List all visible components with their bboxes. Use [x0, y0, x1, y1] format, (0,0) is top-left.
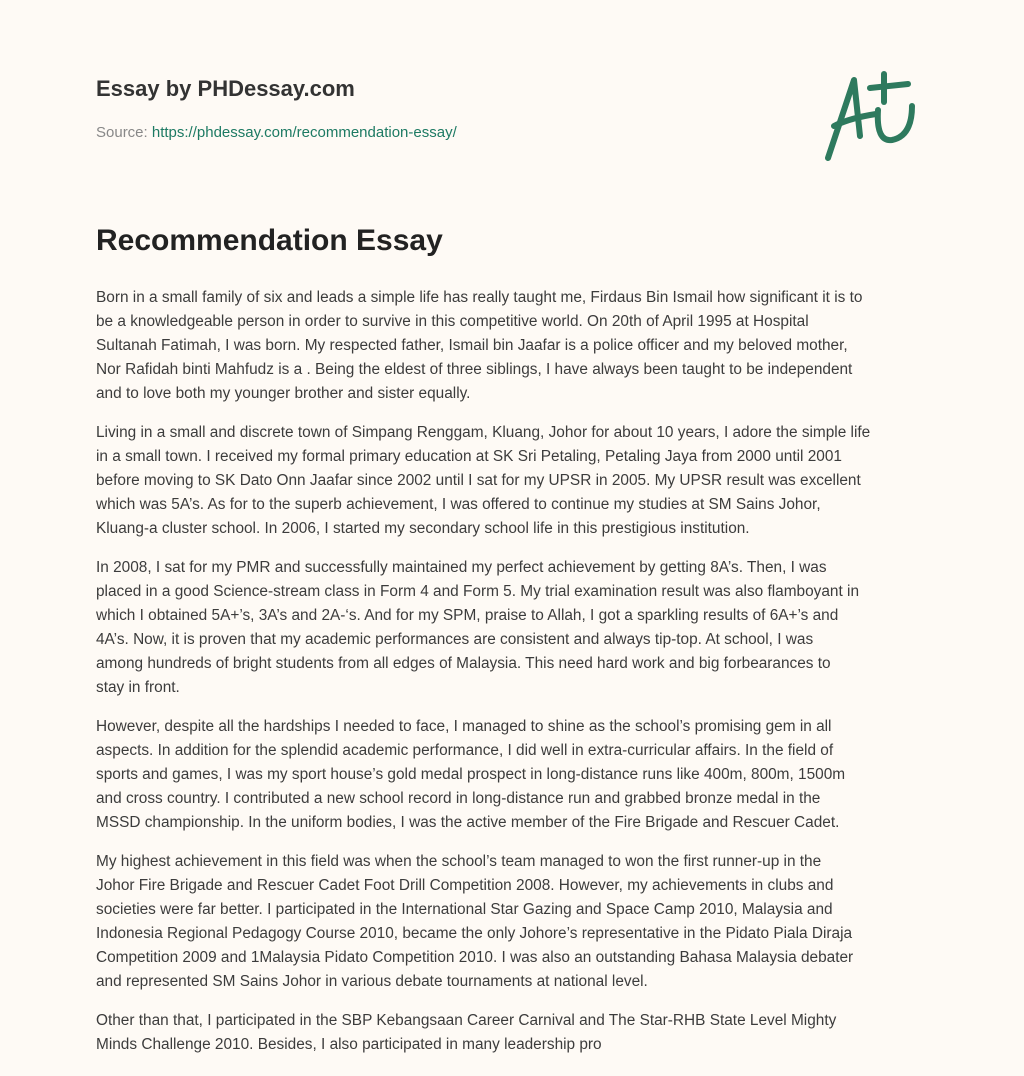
a-plus-logo [820, 66, 930, 166]
paragraph-line: Born in a small family of six and leads a simple life has really taught me, Firdaus Bin Ismail how significant it is to [96, 289, 863, 306]
paragraph-line: in a small town. I received my formal primary education at SK Sri Petaling, Petaling Jaya from 2000 until 2001 [96, 448, 842, 465]
paragraph-line: be a knowledgeable person in order to survive in this competitive world. On 20th of April 1995 at Hospital [96, 313, 809, 330]
paragraph-line: Living in a small and discrete town of Simpang Renggam, Kluang, Johor for about 10 years, I adore the simple life [96, 424, 871, 441]
source-line [96, 124, 457, 141]
paragraph-line: Nor Rafidah binti Mahfudz is a . Being the eldest of three siblings, I have always been taught to be independent [96, 361, 853, 378]
paragraph-line: and to love both my younger brother and sister equally. [96, 385, 471, 402]
page-title: Recommendation Essay [96, 224, 443, 257]
source-link[interactable]: https://phdessay.com/recommendation-essay/ [151, 124, 457, 141]
paragraph-line: Competition 2009 and 1Malaysia Pidato Competition 2010. I was also an outstanding Bahasa Malaysia debater [96, 949, 854, 966]
site-brand: Essay by PHDessay.com [96, 76, 355, 101]
paragraph-line: In 2008, I sat for my PMR and successfully maintained my perfect achievement by getting 8A’s. Then, I was [96, 559, 827, 576]
paragraph-line: placed in a good Science-stream class in Form 4 and Form 5. My trial examination result was also flamboyant in [96, 583, 860, 600]
paragraph-line: aspects. In addition for the splendid academic performance, I did well in extra-curricular affairs. In the field of [96, 742, 834, 759]
essay-paragraph [96, 715, 946, 835]
paragraph-line: which was 5A’s. As for to the superb achievement, I was offered to continue my studies at SM Sains Johor, [96, 496, 821, 513]
paragraph-line: societies were far better. I participated in the International Star Gazing and Space Camp 2010, Malaysia and [96, 901, 833, 918]
paragraph-line: and represented SM Sains Johor in various debate tournaments at national level. [96, 973, 648, 990]
paragraph-line: and cross country. I contributed a new school record in long-distance run and grabbed bronze medal in the [96, 790, 821, 807]
paragraph-line: Sultanah Fatimah, I was born. My respected father, Ismail bin Jaafar is a police officer and my beloved mother, [96, 337, 848, 354]
essay-paragraph [96, 850, 946, 994]
paragraph-line: sports and games, I was my sport house’s gold medal prospect in long-distance runs like 400m, 800m, 1500m [96, 766, 846, 783]
paragraph-line: before moving to SK Dato Onn Jaafar since 2002 until I sat for my UPSR in 2005. My UPSR result was excellent [96, 472, 861, 489]
essay-body [96, 286, 946, 1072]
paragraph-line: However, despite all the hardships I needed to face, I managed to shine as the school’s promising gem in all [96, 718, 832, 735]
source-label: Source: [96, 124, 148, 141]
paragraph-line: Minds Challenge 2010. Besides, I also participated in many leadership pro [96, 1036, 602, 1053]
essay-paragraph [96, 286, 946, 406]
paragraph-line: My highest achievement in this field was when the school’s team managed to won the first runner-up in the [96, 853, 822, 870]
essay-paragraph [96, 1009, 946, 1057]
paragraph-line: Kluang-a cluster school. In 2006, I started my secondary school life in this prestigious institution. [96, 520, 750, 537]
paragraph-line: among hundreds of bright students from all edges of Malaysia. This need hard work and big forbearances to [96, 655, 831, 672]
paragraph-line: MSSD championship. In the uniform bodies, I was the active member of the Fire Brigade and Rescuer Cadet. [96, 814, 840, 831]
paragraph-line: Indonesia Regional Pedagogy Course 2010, became the only Johore’s representative in the Pidato Piala Diraja [96, 925, 853, 942]
paragraph-line: stay in front. [96, 679, 180, 696]
essay-paragraph [96, 421, 946, 541]
essay-paragraph [96, 556, 946, 700]
paragraph-line: 4A’s. Now, it is proven that my academic performances are consistent and always tip-top. At school, I was [96, 631, 814, 648]
paragraph-line: Other than that, I participated in the SBP Kebangsaan Career Carnival and The Star-RHB State Level Mighty [96, 1012, 837, 1029]
paragraph-line: which I obtained 5A+’s, 3A’s and 2A-‘s. And for my SPM, praise to Allah, I got a sparkling results of 6A+’s and [96, 607, 839, 624]
paragraph-line: Johor Fire Brigade and Rescuer Cadet Foot Drill Competition 2008. However, my achievements in clubs and [96, 877, 834, 894]
